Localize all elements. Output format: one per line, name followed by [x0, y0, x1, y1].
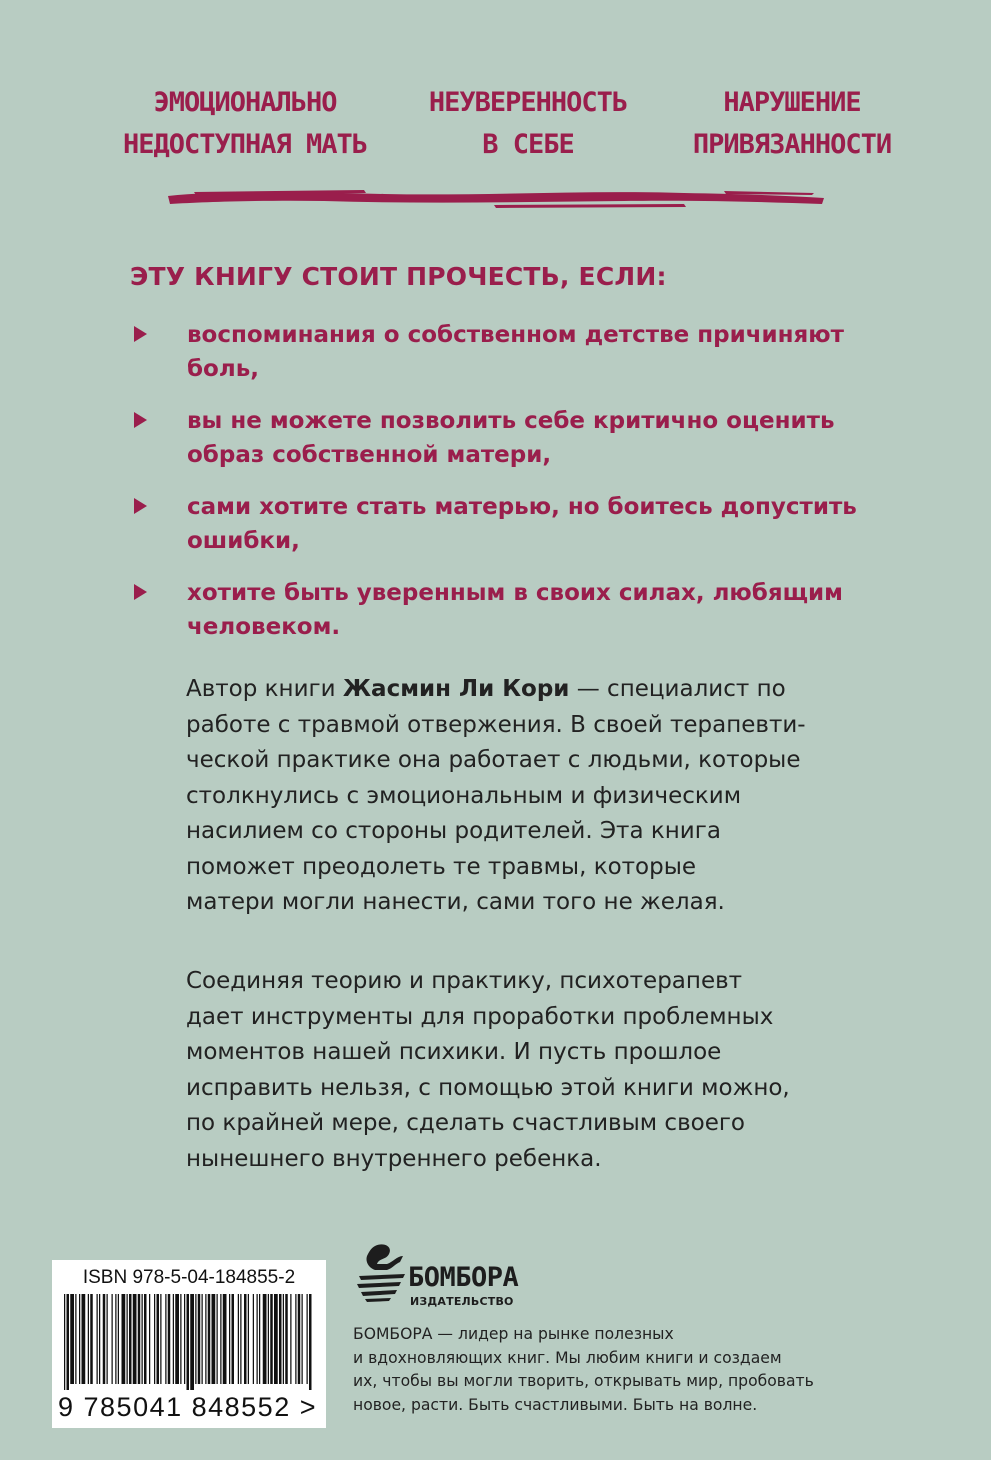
author-prefix: Автор книги: [186, 676, 343, 702]
paragraph-line: [186, 672, 906, 708]
reasons-list: [130, 318, 890, 662]
topic-tag-line: В СЕБЕ: [482, 129, 574, 160]
paragraph-line: работе с травмой отвержения. В своей терапевти-: [186, 711, 806, 738]
list-item-line: ошибки,: [187, 528, 300, 554]
paragraph-line: исправить нельзя, с помощью этой книги можно,: [186, 1074, 790, 1101]
brush-stroke-divider: [164, 180, 828, 214]
publisher-name: БОМБОРА: [408, 1262, 519, 1293]
author-name: Жасмин Ли Кори: [342, 676, 570, 702]
list-item: [130, 576, 890, 662]
paragraph-line: столкнулись с эмоциональным и физическим: [186, 782, 742, 809]
triangle-bullet-icon: [134, 584, 147, 600]
topic-tag-line: НЕУВЕРЕННОСТЬ: [428, 87, 628, 118]
topic-tag: [660, 82, 924, 166]
topic-tag-line: НЕДОСТУПНАЯ МАТЬ: [122, 129, 368, 160]
method-paragraph: [186, 964, 906, 1177]
list-item-line: сами хотите стать матерью, но боитесь допустить: [187, 494, 857, 520]
list-item: [130, 318, 890, 404]
topic-tag-line: ЭМОЦИОНАЛЬНО: [153, 87, 337, 118]
list-item-line: хотите быть уверенным в своих силах, любящим: [187, 580, 843, 606]
paragraph-line: моментов нашей психики. И пусть прошлое: [186, 1039, 722, 1065]
publisher-line: их, чтобы вы могли творить, открывать мир, пробовать: [353, 1372, 814, 1390]
isbn-digits: 9 785041 848552 >: [58, 1392, 317, 1422]
publisher-subtitle: ИЗДАТЕЛЬСТВО: [410, 1295, 514, 1308]
publisher-line: новое, расти. Быть счастливыми. Быть на волне.: [353, 1395, 758, 1414]
list-item-line: человеком.: [187, 614, 341, 640]
publisher-line: и вдохновляющих книг. Мы любим книги и создаем: [353, 1348, 782, 1367]
list-item-line: образ собственной матери,: [187, 442, 552, 468]
isbn-label: ISBN 978-5-04-184855-2: [82, 1267, 296, 1288]
list-item-line: воспоминания о собственном детстве причиняют: [187, 322, 844, 348]
triangle-bullet-icon: [134, 412, 147, 428]
list-item: [130, 404, 890, 490]
topic-tag: [398, 82, 658, 166]
paragraph-line: Соединяя теорию и практику, психотерапевт: [186, 968, 743, 994]
paragraph-line: поможет преодолеть те травмы, которые: [186, 853, 697, 880]
target-reader-heading: ЭТУ КНИГУ СТОИТ ПРОЧЕСТЬ, ЕСЛИ:: [130, 262, 667, 291]
list-item: [130, 490, 890, 576]
list-item-text: [187, 490, 887, 558]
paragraph-line: дает инструменты для проработки проблемных: [186, 1003, 774, 1030]
publisher-description: [353, 1323, 853, 1417]
topic-tags: [0, 82, 991, 172]
list-item-text: [187, 318, 887, 386]
paragraph-line: насилием со стороны родителей. Эта книга: [186, 818, 721, 844]
list-item-line: вы не можете позволить себе критично оценить: [187, 408, 835, 434]
author-suffix: — специалист по: [569, 676, 786, 702]
topic-tag: [95, 82, 395, 166]
author-paragraph: [186, 672, 906, 921]
list-item-text: [187, 576, 887, 644]
list-item-line: боль,: [187, 356, 259, 382]
barcode-image: [62, 1294, 316, 1390]
isbn-barcode-block: [52, 1260, 326, 1428]
paragraph-line: нынешнего внутреннего ребенка.: [186, 1145, 602, 1172]
topic-tag-line: НАРУШЕНИЕ: [723, 87, 861, 118]
paragraph-line: по крайней мере, сделать счастливым своего: [186, 1110, 746, 1136]
triangle-bullet-icon: [134, 326, 147, 342]
list-item-text: [187, 404, 887, 472]
publisher-line: БОМБОРА — лидер на рынке полезных: [353, 1325, 674, 1343]
triangle-bullet-icon: [134, 498, 147, 514]
paragraph-line: ческой практике она работает с людьми, которые: [186, 747, 801, 773]
paragraph-line: матери могли нанести, сами того не желая.: [186, 889, 725, 915]
topic-tag-line: ПРИВЯЗАННОСТИ: [692, 129, 892, 160]
